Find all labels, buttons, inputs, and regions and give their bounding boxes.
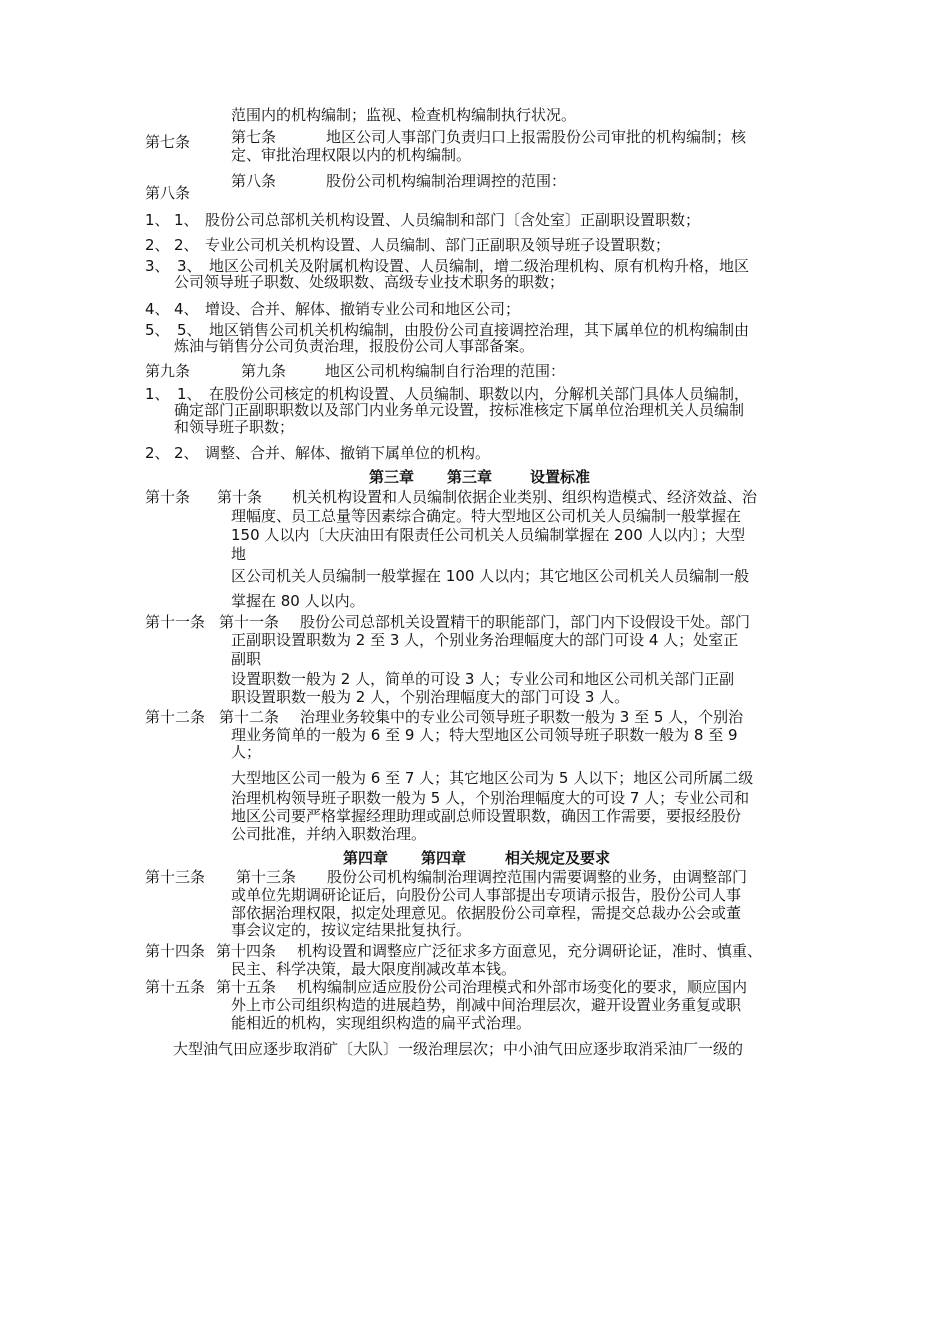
text-line: 部依据治理权限，拟定处理意见。依据股份公司章程，需提交总裁办公会或董 — [231, 904, 742, 922]
list-item: 确定部门正副职职数以及部门内业务单元设置，按标准核定下属单位治理机关人员编制 — [174, 401, 745, 419]
list-number: 1、 — [145, 211, 170, 229]
chapter-number: 第三章 — [447, 468, 493, 486]
article-label: 第十四条 — [145, 942, 206, 960]
text-line: 民主、科学决策，最大限度削减改革本钱。 — [231, 960, 517, 978]
chapter-number: 第四章 — [343, 849, 389, 867]
article-number: 第十条 — [217, 488, 263, 506]
text-line: 职设置职数一般为 2 人，个别治理幅度大的部门可设 3 人。 — [231, 688, 630, 706]
text-line: 副职 — [231, 650, 262, 668]
list-item: 和领导班子职数； — [174, 418, 295, 436]
list-item: 地区公司机关及附属机构设置、人员编制，增二级治理机构、原有机构升格，地区 — [209, 257, 750, 275]
text-line: 定、审批治理权限以内的机构编制。 — [231, 146, 472, 164]
list-marker: 1、 — [177, 385, 202, 403]
text-line: 设置职数一般为 2 人，简单的可设 3 人；专业公司和地区公司机关部门正副 — [231, 670, 735, 688]
list-number: 1、 — [145, 385, 170, 403]
text-line: 理幅度、员工总量等因素综合确定。特大型地区公司机关人员编制一般掌握在 — [231, 507, 742, 525]
text-line: 治理业务较集中的专业公司领导班子职数一般为 3 至 5 人，个别治 — [300, 708, 744, 726]
text-line: 掌握在 80 人以内。 — [231, 592, 365, 610]
article-label: 第十三条 — [145, 868, 206, 886]
list-item: 公司领导班子职数、处级职数、高级专业技术职务的职数； — [174, 273, 565, 291]
list-item: 增设、合并、解体、撤销专业公司和地区公司； — [205, 300, 521, 318]
list-number: 2、 — [145, 236, 170, 254]
text-line: 正副职设置职数为 2 至 3 人，个别业务治理幅度大的部门可设 4 人；处室正 — [231, 631, 739, 649]
article-label: 第九条 — [145, 362, 191, 380]
list-item: 炼油与销售分公司负责治理，报股份公司人事部备案。 — [174, 337, 535, 355]
text-line: 地 — [231, 545, 247, 563]
list-item: 地区销售公司机关机构编制，由股份公司直接调控治理，其下属单位的机构编制由 — [209, 321, 750, 339]
list-number: 4、 — [145, 300, 170, 318]
text-line: 人； — [231, 743, 262, 761]
text-line: 地区公司人事部门负责归口上报需股份公司审批的机构编制；核 — [326, 128, 747, 146]
list-marker: 2、 — [174, 236, 199, 254]
article-label: 第十二条 — [145, 708, 206, 726]
text-line: 150 人以内〔大庆油田有限责任公司机关人员编制掌握在 200 人以内〕；大型 — [231, 526, 746, 544]
text-line: 地区公司要严格掌握经理助理或副总师设置职数，确因工作需要，要报经股份 — [231, 807, 742, 825]
text-line: 大型地区公司一般为 6 至 7 人；其它地区公司为 5 人以下；地区公司所属二级 — [231, 769, 754, 787]
list-number: 3、 — [145, 257, 170, 275]
text-line: 外上市公司组织构造的进展趋势，削减中间治理层次，避开设置业务重复或职 — [231, 996, 742, 1014]
article-number: 第七条 — [231, 128, 277, 146]
text-line: 机关机构设置和人员编制依据企业类别、组织构造模式、经济效益、治 — [292, 488, 758, 506]
list-marker: 2、 — [174, 444, 199, 462]
text-line: 股份公司机构编制治理调控范围内需要调整的业务，由调整部门 — [327, 868, 748, 886]
chapter-title: 设置标准 — [530, 468, 591, 486]
text-line: 股份公司总部机关设置精干的职能部门，部门内下设假设干处。部门 — [300, 613, 751, 631]
list-marker: 1、 — [174, 211, 199, 229]
article-label: 第七条 — [145, 133, 191, 151]
list-item: 在股份公司核定的机构设置、人员编制、职数以内，分解机关部门具体人员编制， — [209, 385, 750, 403]
chapter-number: 第四章 — [421, 849, 467, 867]
text-line: 机构编制应适应股份公司治理模式和外部市场变化的要求，顺应国内 — [297, 978, 748, 996]
article-label: 第十条 — [145, 488, 191, 506]
text-line: 区公司机关人员编制一般掌握在 100 人以内；其它地区公司机关人员编制一般 — [231, 567, 750, 585]
text-line: 股份公司机构编制治理调控的范围： — [326, 172, 567, 190]
text-line: 能相近的机构，实现组织构造的扁平式治理。 — [231, 1014, 532, 1032]
article-label: 第八条 — [145, 184, 191, 202]
text-line: 理业务简单的一般为 6 至 9 人；特大型地区公司领导班子职数一般为 8 至 9 — [231, 726, 738, 744]
article-number: 第十一条 — [219, 613, 280, 631]
text-line: 机构设置和调整应广泛征求多方面意见，充分调研论证，准时、慎重、 — [297, 942, 763, 960]
text-line: 范围内的机构编制；监视、检查机构编制执行状况。 — [231, 106, 577, 124]
chapter-title: 相关规定及要求 — [505, 849, 611, 867]
list-marker: 4、 — [174, 300, 199, 318]
list-marker: 5、 — [177, 321, 202, 339]
text-line: 事会议定的，按议定结果批复执行。 — [231, 921, 472, 939]
article-number: 第十三条 — [236, 868, 297, 886]
list-number: 2、 — [145, 444, 170, 462]
text-line: 大型油气田应逐步取消矿〔大队〕一级治理层次；中小油气田应逐步取消采油厂一级的 — [173, 1040, 744, 1058]
article-number: 第十二条 — [219, 708, 280, 726]
article-number: 第十四条 — [216, 942, 277, 960]
text-line: 治理机构领导班子职数一般为 5 人，个别治理幅度大的可设 7 人；专业公司和 — [231, 789, 750, 807]
chapter-number: 第三章 — [369, 468, 415, 486]
list-number: 5、 — [145, 321, 170, 339]
text-line: 或单位先期调研论证后，向股份公司人事部提出专项请示报告，股份公司人事 — [231, 886, 742, 904]
list-item: 调整、合并、解体、撤销下属单位的机构。 — [205, 444, 491, 462]
list-item: 股份公司总部机关机构设置、人员编制和部门〔含处室〕正副职设置职数； — [205, 211, 701, 229]
article-label: 第十一条 — [145, 613, 206, 631]
article-number: 第八条 — [231, 172, 277, 190]
list-item: 专业公司机关机构设置、人员编制、部门正副职及领导班子设置职数； — [205, 236, 671, 254]
list-marker: 3、 — [177, 257, 202, 275]
text-line: 公司批准，并纳入职数治理。 — [231, 825, 427, 843]
article-number: 第十五条 — [216, 978, 277, 996]
text-line: 地区公司机构编制自行治理的范围： — [325, 362, 566, 380]
article-label: 第十五条 — [145, 978, 206, 996]
article-number: 第九条 — [241, 362, 287, 380]
